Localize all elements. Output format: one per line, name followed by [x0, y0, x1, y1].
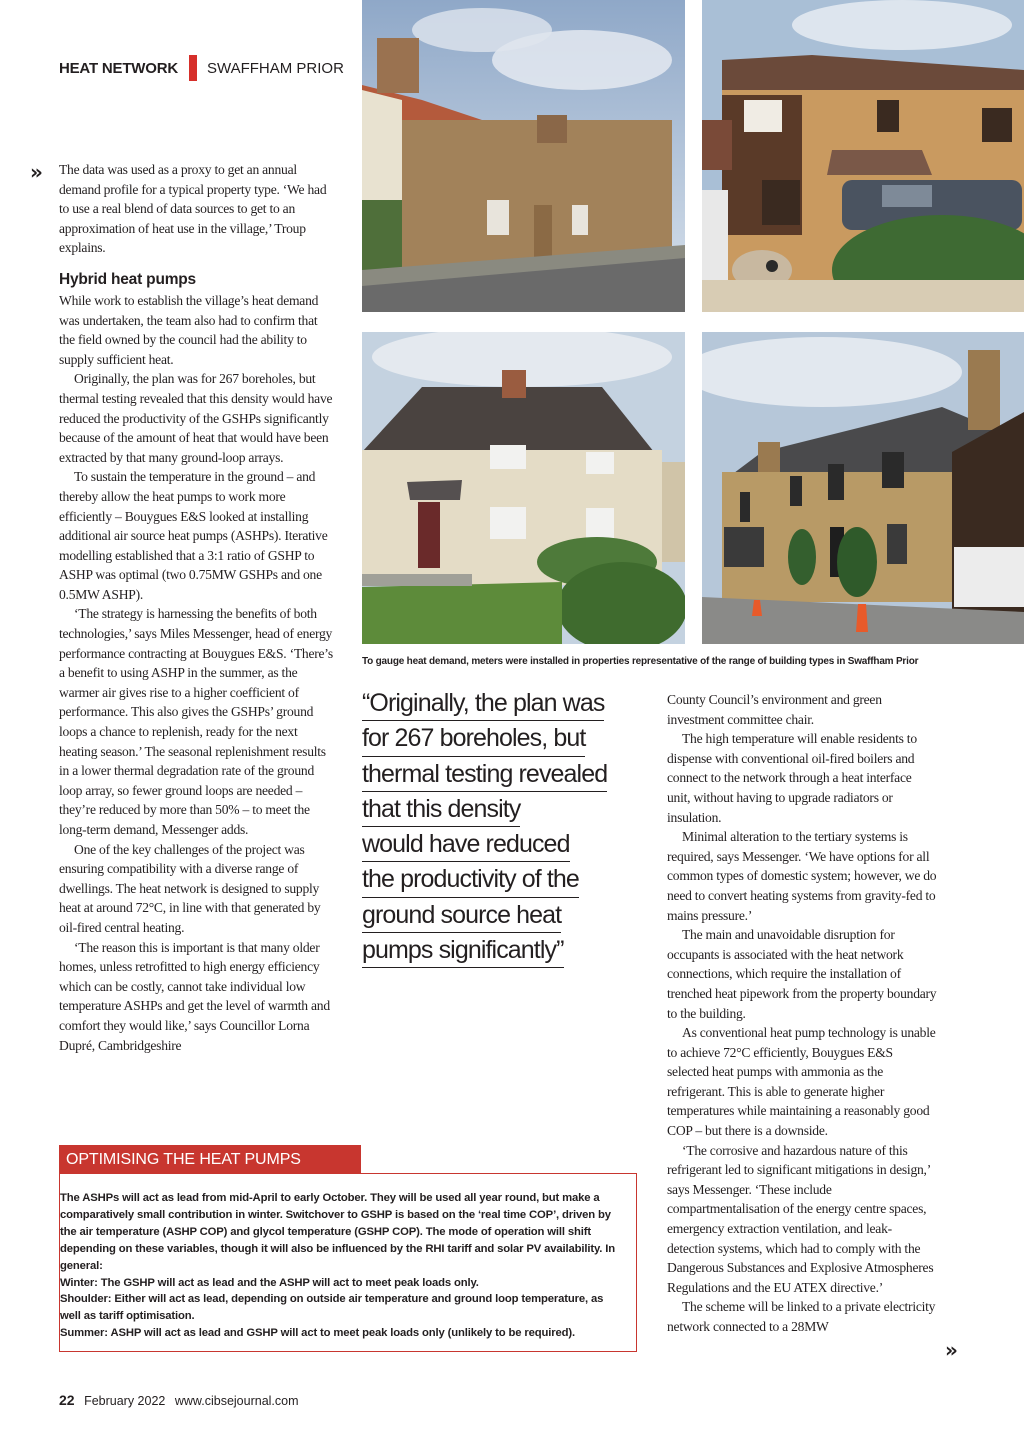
paragraph: ‘The corrosive and hazardous nature of this refrigerant led to significant mitigations in design,’ says Messenger. ‘These include compartmentalisation of the energy centre spaces, emergency extraction ventilation, and leak-detection systems, which had to comply with the Dangerous Substances and Explosive Atmospheres Regulations and the EU ATEX directive.’ [667, 1142, 934, 1295]
website-link[interactable]: www.cibsejournal.com [174, 1394, 299, 1408]
pull-quote-line: thermal testing revealed [362, 757, 607, 792]
paragraph: To sustain the temperature in the ground – and thereby allow the heat pumps to work more efficiently – Bouygues E&S looked at installing additional air source heat pumps (ASHPs). Iterative modelling established that a 3:1 ratio of GSHP to ASHP was optimal (two 0.75MW GSHPs and one 0.5MW ASHP). [59, 469, 328, 602]
double-chevron-right-icon: » [945, 1338, 958, 1362]
photo-victorian-brick-house [702, 332, 1024, 644]
section-label: HEAT NETWORK [59, 59, 178, 77]
pull-quote-line: the productivity of the [362, 862, 579, 897]
paragraph: ‘The strategy is harnessing the benefits of both technologies,’ says Miles Messenger, head of energy performance contracting at Bouygues E&S. ‘There’s a benefit to using ASHP in the summer, as the warmer air gives rise to a higher coefficient of performance. This also gives the GSHPs’ ground loops a chance to replenish, ready for the next heating season.’ The seasonal replenishment results in a lower thermal degradation rate of the ground loop array, so fewer ground loops are needed – they’re reduced by more than 50% – to meet the long-term demand, Messenger adds. [59, 606, 333, 837]
box-shoulder-text: Either will act as lead, depending on outside air temperature and ground loop temperature, as well as tariff optimisation. [60, 1293, 604, 1323]
pull-quote-line: for 267 boreholes, but [362, 721, 585, 756]
page-number: 22 [59, 1392, 75, 1408]
pull-quote-line: “Originally, the plan was [362, 686, 604, 721]
paragraph: The main and unavoidable disruption for occupants is associated with the heat network connections, which require the installation of trenched heat pipework from the property boundary to the building. [667, 927, 937, 1021]
paragraph: The scheme will be linked to a private electricity network connected to a 28MW [667, 1299, 936, 1334]
box-shoulder-line [60, 1291, 626, 1325]
box-body [59, 1173, 637, 1352]
pull-quote-line: would have reduced [362, 827, 570, 862]
paragraph: One of the key challenges of the project was ensuring compatibility with a diverse range of dwellings. The heat network is designed to supply heat at around 72°C, in line with that generated by oil-fired central heating. [59, 841, 321, 935]
box-title: OPTIMISING THE HEAT PUMPS [59, 1145, 361, 1174]
issue-date: February 2022 [84, 1394, 166, 1408]
box-summer-text: ASHP will act as lead and GSHP will act to meet peak loads only (unlikely to be required). [107, 1327, 575, 1340]
photo-yellow-brick-house [702, 0, 1024, 312]
box-winter-text: The GSHP will act as lead and the ASHP will act to meet peak loads only. [97, 1276, 479, 1289]
running-header [59, 56, 344, 80]
paragraph: The data was used as a proxy to get an annual demand profile for a typical property type. ‘We had to use a real blend of data sources to get to an approximation of heat use in the village,’ Troup explains. [59, 162, 327, 256]
box-intro: The ASHPs will act as lead from mid-April to early October. They will be used all year round, but make a comparatively small contribution in winter. Switchover to GSHP is based on the ‘real time COP’, driven by the air temperature (ASHP COP) and glycol temperature (GSHP COP). The mode of operation will shift depending on these variables, though it will also be influenced by the RHI tariff and solar PV availability. In general: [60, 1192, 615, 1272]
box-winter-label: Winter: [60, 1276, 98, 1289]
box-shoulder-label: Shoulder: [60, 1293, 112, 1306]
box-winter-line [60, 1275, 626, 1292]
pull-quote-line: ground source heat [362, 898, 561, 933]
photo-caption: To gauge heat demand, meters were installed in properties representative of the range of building types in Swaffham Prior [362, 656, 919, 667]
subsection-label: SWAFFHAM PRIOR [206, 59, 344, 77]
paragraph: County Council’s environment and green investment committee chair. [667, 692, 882, 727]
paragraph: As conventional heat pump technology is unable to achieve 72°C efficiently, Bouygues E&S selected heat pumps with ammonia as the refrigerant. This is able to generate higher temperatures while maintaining a reasonably good COP – but there is a downside. [667, 1025, 936, 1139]
double-chevron-right-icon: » [30, 160, 43, 184]
paragraph: Minimal alteration to the tertiary systems is required, says Messenger. ‘We have options for all common types of domestic system; however, we do need to convert heating systems from gravity-fed to mains pressure.’ [667, 829, 937, 923]
paragraph: While work to establish the village’s heat demand was undertaken, the team also had to confirm that the field owned by the council had the ability to supply sufficient heat. [59, 292, 319, 367]
box-summer-label: Summer: [60, 1327, 108, 1340]
header-divider-bar [189, 55, 197, 81]
paragraph: ‘The reason this is important is that many older homes, unless retrofitted to high energy efficiency which can be costly, cannot take individual low temperature ASHPs and get the level of warmth and comfort they would like,’ says Councillor Lorna Dupré, Cambridgeshire [59, 939, 330, 1053]
article-column-1 [59, 160, 335, 1055]
pull-quote [362, 686, 642, 968]
box-summer-line [60, 1325, 626, 1342]
page-footer [59, 1392, 299, 1408]
photo-rendered-semi-house [362, 332, 685, 644]
paragraph: The high temperature will enable residents to dispense with conventional oil-fired boilers and connect to the network through a heat interface unit, without having to upgrade radiators or insulation. [667, 731, 917, 825]
pull-quote-line: that this density [362, 792, 520, 827]
photo-brick-cottages [362, 0, 685, 312]
article-column-3 [667, 690, 937, 1337]
subheading-hybrid-heat-pumps: Hybrid heat pumps [59, 270, 196, 288]
pull-quote-line: pumps significantly” [362, 933, 564, 968]
paragraph: Originally, the plan was for 267 boreholes, but thermal testing revealed that this density would have reduced the productivity of the GSHPs significantly because of the amount of heat that would have been extracted by that many ground-loop arrays. [59, 371, 333, 465]
